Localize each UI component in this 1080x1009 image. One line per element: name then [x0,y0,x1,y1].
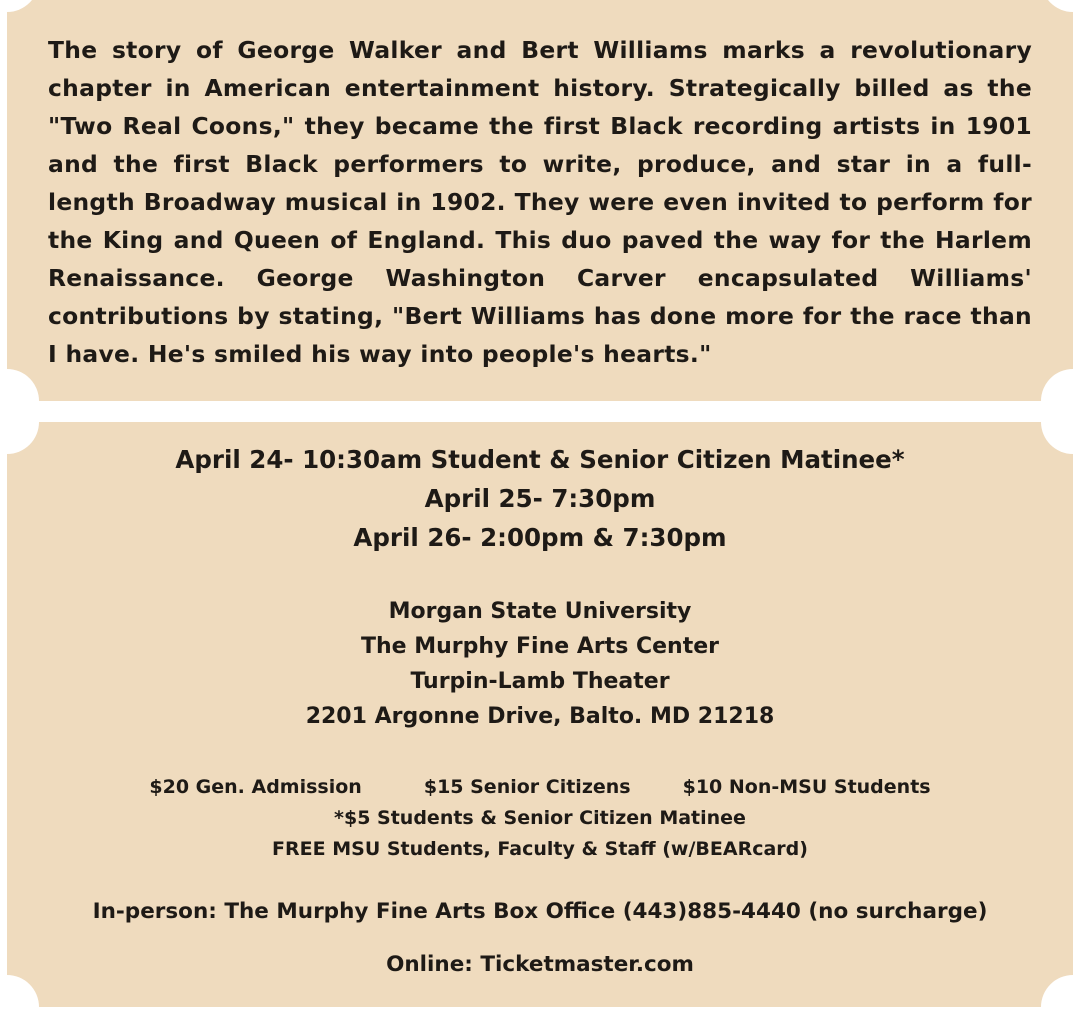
price-general: $20 Gen. Admission [149,776,362,798]
box-office-info: In-person: The Murphy Fine Arts Box Office (443)885-4440 (no surcharge) [92,899,988,924]
performance-dates [7,440,1073,557]
ticket-prices [7,772,1073,865]
ticket-notch [7,0,39,12]
venue-university: Morgan State University [388,599,692,624]
venue-street: 2201 Argonne Drive, Balto. MD 21218 [305,704,775,729]
date-line-april-25: April 25- 7:30pm [424,484,656,513]
date-line-april-26: April 26- 2:00pm & 7:30pm [353,523,727,552]
ticket-notch [1041,0,1073,12]
story-ticket [7,0,1073,401]
price-free: FREE MSU Students, Faculty & Staff (w/BEARcard) [272,838,808,860]
online-ticket-info: Online: Ticketmaster.com [386,952,694,977]
date-line-april-24: April 24- 10:30am Student & Senior Citizen Matinee* [175,445,905,474]
venue-address [7,594,1073,734]
story-paragraph: The story of George Walker and Bert Williams marks a revolutionary chapter in American entertainment history. Strategically billed as the "Two Real Coons," they became the first Black recording artists in 1901 and the first Black performers to write, produce, and star in a full-length Broadway musical in 1902. They were even invited to perform for the King and Queen of England. This duo paved the way for the Harlem Renaissance. George Washington Carver encapsulated Williams' contributions by stating, "Bert Williams has done more for the race than I have. He's smiled his way into people's hearts." [48,36,1032,368]
price-matinee: *$5 Students & Senior Citizen Matinee [334,807,746,829]
online-purchase [7,949,1073,981]
venue-center: The Murphy Fine Arts Center [360,634,720,659]
ticket-notch [1041,369,1073,401]
in-person-purchase [7,896,1073,928]
ticket-notch [7,369,39,401]
venue-theater: Turpin-Lamb Theater [410,669,670,694]
price-non-msu: $10 Non-MSU Students [682,776,931,798]
price-senior: $15 Senior Citizens [423,776,631,798]
event-info-ticket [7,422,1073,1007]
price-row [7,772,1073,803]
